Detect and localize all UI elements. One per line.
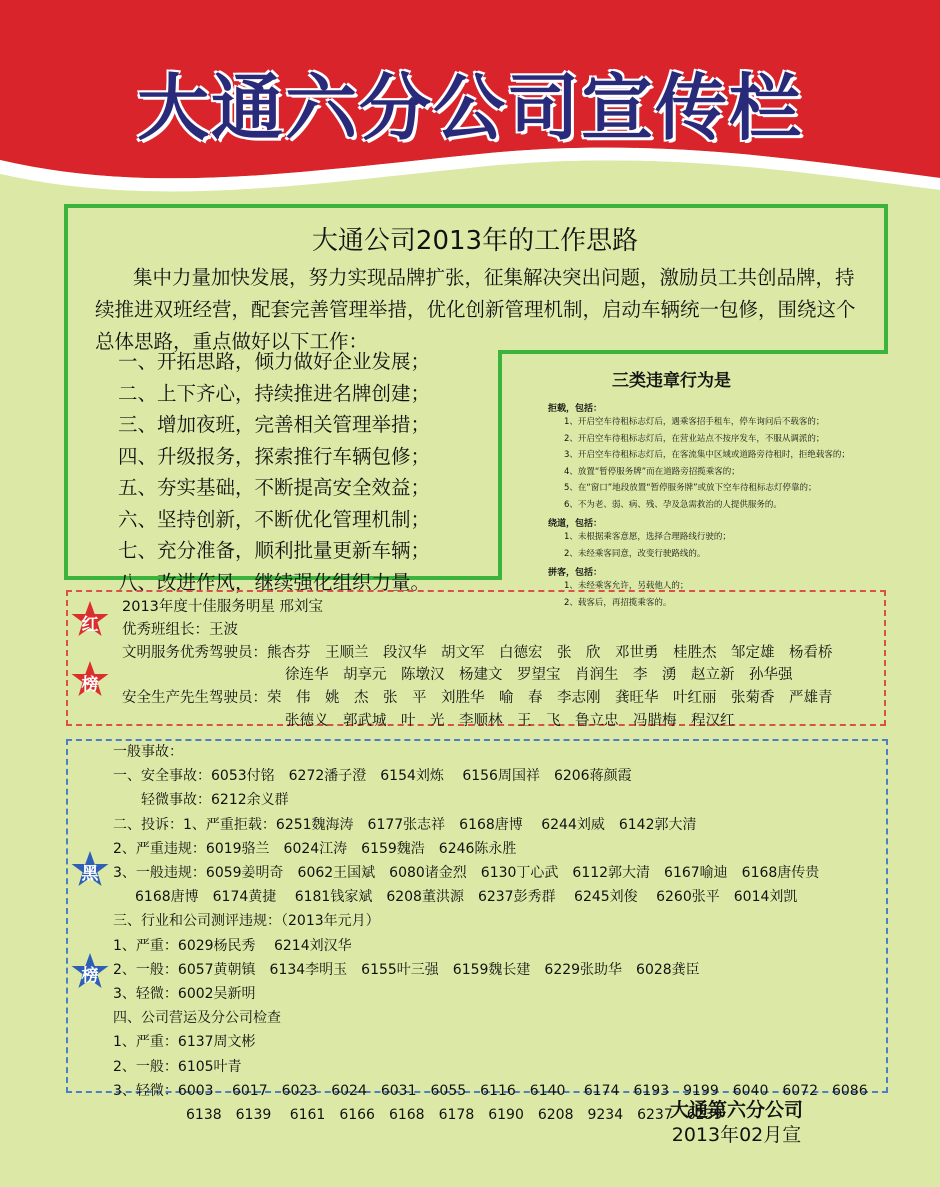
honor-line: 张德义 郭武城 叶 光 李顺林 王 飞 鲁立忠 冯腊梅 程汉红 bbox=[285, 712, 735, 729]
blacklist-line: 1、严重：6029杨民秀 6214刘汉华 bbox=[113, 937, 352, 954]
violation-item: 2、未经乘客同意，改变行驶路线的。 bbox=[564, 548, 706, 559]
page-title: 大通六分公司宣传栏 bbox=[136, 66, 803, 150]
violation-item: 2、开启空车待租标志灯后，在营业站点不按序发车，不服从调派的； bbox=[564, 433, 825, 444]
honor-line: 优秀班组长：王波 bbox=[122, 621, 238, 638]
violation-section-head: 拒载，包括： bbox=[548, 404, 603, 414]
violation-section-head: 绕道，包括： bbox=[548, 519, 603, 529]
work-plan-title: 大通公司2013年的工作思路 bbox=[311, 226, 639, 256]
violation-item: 1、未经乘客允许，另载他人的； bbox=[564, 581, 689, 591]
blacklist-line: 3、轻微：6002吴新明 bbox=[113, 986, 256, 1003]
work-plan-list bbox=[118, 346, 430, 598]
signature-company: 大通第六分公司 bbox=[670, 1099, 804, 1121]
blacklist-line: 三、行业和公司测评违规：（2013年元月） bbox=[113, 913, 380, 930]
violation-section-head: 拼客，包括： bbox=[548, 568, 603, 578]
blacklist-badge: 黑 bbox=[81, 864, 99, 884]
signature bbox=[670, 1098, 803, 1148]
blacklist-line: 四、公司营运及分公司检查 bbox=[113, 1010, 281, 1027]
violations-title: 三类违章行为是 bbox=[612, 371, 731, 391]
work-item: 二、上下齐心，持续推进名牌创建； bbox=[118, 381, 431, 405]
blacklist-line: 6168唐博 6174黄捷 6181钱家斌 6208董洪源 6237彭秀群 6245刘俊 6260张平 6014刘凯 bbox=[135, 889, 798, 906]
blacklist-badge: 榜 bbox=[81, 966, 99, 986]
blacklist-line: 二、投诉：1、严重拒载：6251魏海涛 6177张志祥 6168唐博 6244刘威 6142郭大清 bbox=[113, 816, 697, 833]
blacklist-list bbox=[113, 740, 868, 1127]
blacklist-line: 2、严重违规：6019骆兰 6024江涛 6159魏浩 6246陈永胜 bbox=[113, 840, 517, 857]
blacklist-line: 6138 6139 6161 6166 6168 6178 6190 6208 9234 6237 6239 bbox=[186, 1107, 723, 1124]
work-item: 三、增加夜班，完善相关管理举措； bbox=[118, 413, 431, 436]
blacklist-line: 一、安全事故：6053付铭 6272潘子澄 6154刘炼 6156周国祥 6206蒋颜霞 bbox=[113, 768, 632, 785]
honor-roll-badge: 红 bbox=[81, 615, 99, 635]
violations-panel bbox=[548, 366, 888, 611]
work-item: 四、升级报务，探索推行车辆包修； bbox=[118, 444, 431, 468]
honor-line: 安全生产先生驾驶员：荣 伟 姚 杰 张 平 刘胜华 喻 春 李志刚 龚旺华 叶红丽 张菊香 严雄青 bbox=[122, 690, 833, 707]
blacklist-line: 3、一般违规：6059姜明奇 6062王国斌 6080诸金烈 6130丁心武 6112郭大清 6167喻迪 6168唐传贵 bbox=[113, 865, 820, 882]
violation-item: 5、在“窗口”地段放置“暂停服务牌”或放下空车待租标志灯停靠的； bbox=[564, 483, 817, 493]
work-plan-intro: 集中力量加快发展，努力实现品牌扩张，征集解决突出问题，激励员工共创品牌，持续推进双班经营，配套完善管理举措，优化创新管理机制，启动车辆统一包修，围绕这个总体思路，重点做好以下工作： bbox=[95, 266, 856, 353]
honor-line: 徐连华 胡享元 陈墩汉 杨建文 罗望宝 肖润生 李 湧 赵立新 孙华强 bbox=[285, 667, 793, 684]
honor-line: 文明服务优秀驾驶员：熊杏芬 王顺兰 段汉华 胡文军 白德宏 张 欣 邓世勇 桂胜杰 邹定雄 杨看桥 bbox=[122, 644, 833, 661]
work-item: 六、坚持创新，不断优化管理机制； bbox=[118, 507, 431, 531]
violation-item: 3、开启空车待租标志灯后，在客流集中区域或道路旁待租时，拒绝载客的； bbox=[564, 450, 850, 460]
honor-roll-list bbox=[122, 596, 833, 733]
work-item: 八、改进作风，继续强化组织力量。 bbox=[118, 570, 431, 594]
signature-date: 2013年02月宣 bbox=[671, 1124, 802, 1146]
blacklist-line: 2、一般：6105叶青 bbox=[113, 1058, 242, 1075]
work-item: 五、夯实基础，不断提高安全效益； bbox=[118, 476, 431, 499]
violation-item: 2、载客后，再招揽乘客的。 bbox=[564, 597, 672, 608]
violation-item: 1、开启空车待租标志灯后，遇乘客招手租车，停车询问后不载客的； bbox=[564, 417, 825, 427]
violation-item: 1、未根据乘客意愿，选择合理路线行驶的； bbox=[564, 532, 731, 542]
work-item: 一、开拓思路，倾力做好企业发展； bbox=[118, 350, 431, 373]
honor-roll-badge: 榜 bbox=[81, 675, 99, 695]
honor-line: 2013年度十佳服务明星 邢刘宝 bbox=[122, 599, 324, 615]
blacklist-line: 1、严重：6137周文彬 bbox=[113, 1034, 256, 1051]
blacklist-line: 一般事故： bbox=[113, 744, 183, 760]
blacklist-line: 轻微事故：6212余义群 bbox=[141, 792, 289, 809]
work-item: 七、充分准备，顺利批量更新车辆； bbox=[118, 539, 431, 562]
violation-item: 4、放置“暂停服务牌”而在道路旁招揽乘客的； bbox=[564, 466, 740, 477]
blacklist-line: 3、轻微：6003 6017 6023 6024 6031 6055 6116 6140 6174 6193 9199 6040 6072 6086 bbox=[113, 1082, 868, 1099]
violation-item: 6、不为老、弱、病、残、孕及急需救治的人提供服务的。 bbox=[564, 499, 782, 510]
blacklist-line: 2、一般：6057黄朝镇 6134李明玉 6155叶三强 6159魏长建 6229张助华 6028龚臣 bbox=[113, 961, 700, 978]
